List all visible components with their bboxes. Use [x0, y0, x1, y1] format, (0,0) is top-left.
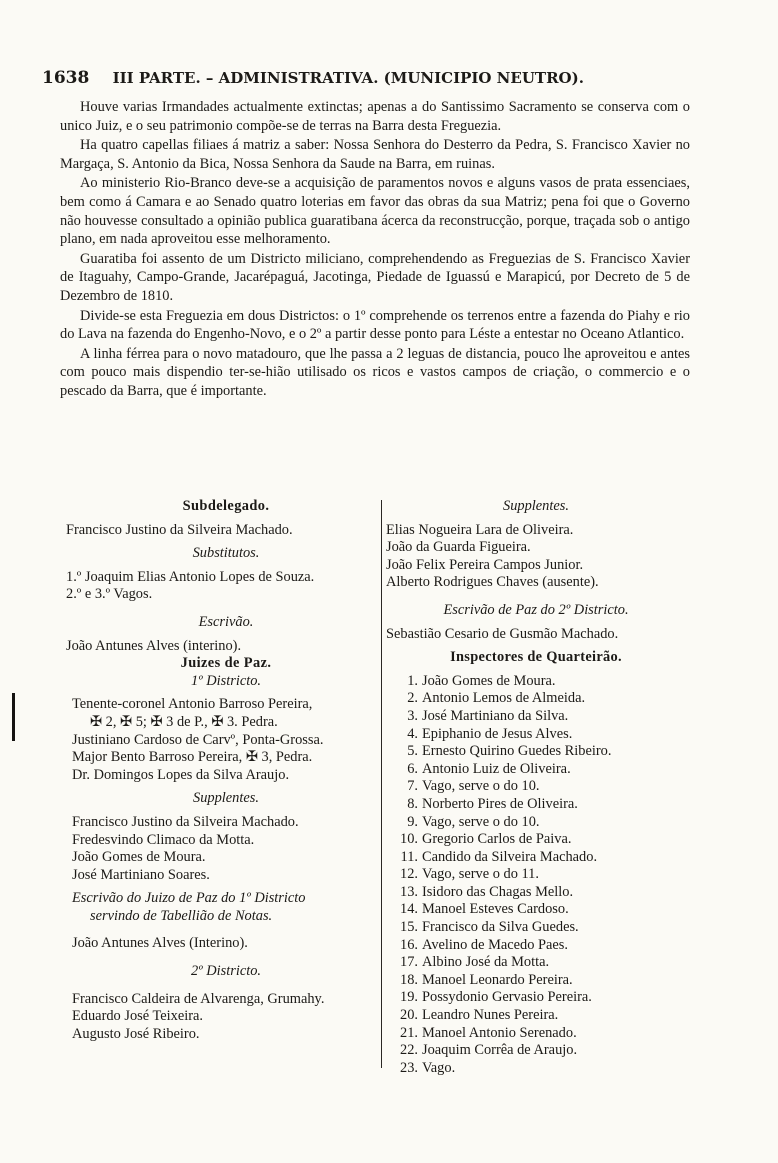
- supplente-entry: João Gomes de Moura.: [72, 849, 206, 866]
- list-item: 16. Avelino de Macedo Paes.: [400, 936, 568, 953]
- escrivao-juizo-name: João Antunes Alves (Interino).: [72, 935, 248, 952]
- list-item: 3. José Martiniano da Silva.: [407, 707, 569, 724]
- list-item: 9. Vago, serve o do 10.: [407, 813, 540, 830]
- list-item: 7. Vago, serve o do 10.: [407, 778, 540, 795]
- distrito-2-heading: 2º Districto.: [190, 963, 262, 980]
- substituto-entry: 2.º e 3.º Vagos.: [66, 586, 153, 603]
- escrivao-heading: Escrivão.: [198, 613, 254, 630]
- list-item: 15. Francisco da Silva Guedes.: [400, 919, 579, 936]
- juiz-entry: Dr. Domingos Lopes da Silva Araujo.: [72, 766, 290, 783]
- juiz-2-entry: Eduardo José Teixeira.: [72, 1008, 203, 1025]
- list-item: 6. Antonio Luiz de Oliveira.: [407, 760, 571, 777]
- juiz-entry: Justiniano Cardoso de Carvº, Ponta-Grossa.: [72, 731, 324, 748]
- juiz-2-entry: Augusto José Ribeiro.: [72, 1025, 200, 1042]
- list-item: 10. Gregorio Carlos de Paiva.: [400, 831, 572, 848]
- supplente-2-entry: João da Guarda Figueira.: [386, 539, 531, 556]
- list-item: 20. Leandro Nunes Pereira.: [400, 1007, 559, 1024]
- supplente-2-entry: João Felix Pereira Campos Junior.: [386, 556, 584, 573]
- list-item: 14. Manoel Esteves Cardoso.: [400, 901, 569, 918]
- list-item: 4. Epiphanio de Jesus Alves.: [407, 725, 573, 742]
- paragraph: Guaratiba foi assento de um Districto miliciano, comprehendendo as Freguezias de S. Francisco Xavier de Itaguahy, Campo-Grande, Jacarépaguá, Jacotinga, Piedade de Iguassú e Marapicú, por Decreto de 5 de Dezembro de 1810.: [60, 250, 690, 304]
- list-item: 12. Vago, serve o do 11.: [400, 866, 539, 883]
- list-item: 5. Ernesto Quirino Guedes Ribeiro.: [407, 743, 612, 760]
- escrivao-2-name: Sebastião Cesario de Gusmão Machado.: [386, 625, 619, 642]
- page-number: 1638: [42, 68, 90, 88]
- inspectores-list: [386, 673, 686, 1078]
- margin-mark: [12, 693, 15, 741]
- list-item: 8. Norberto Pires de Oliveira.: [407, 795, 578, 812]
- juiz-2-entry: Francisco Caldeira de Alvarenga, Grumahy.: [72, 990, 325, 1007]
- inspectores-heading: Inspectores de Quarteirão.: [450, 649, 622, 666]
- list-item: 22. Joaquim Corrêa de Araujo.: [400, 1042, 578, 1059]
- right-column: [386, 498, 686, 1077]
- paragraph: A linha férrea para o novo matadouro, que lhe passa a 2 leguas de distancia, pouco lhe aproveitou e antes com pouco mais dispendio ter-se-hião utilisado os ricos e vastos campos de criação, o commercio e o pescado da Barra, que é importante.: [60, 345, 690, 399]
- distrito-1-heading: 1º Districto.: [190, 672, 262, 689]
- list-item: 19. Possydonio Gervasio Pereira.: [400, 989, 592, 1006]
- body-text: [60, 98, 690, 402]
- escrivao-name: João Antunes Alves (interino).: [66, 637, 242, 654]
- juiz-entry-honors: ✠ 2, ✠ 5; ✠ 3 de P., ✠ 3. Pedra.: [90, 713, 278, 730]
- page-title: III PARTE. – ADMINISTRATIVA. (MUNICIPIO NEUTRO).: [112, 69, 584, 87]
- subdelegado-name: Francisco Justino da Silveira Machado.: [66, 521, 293, 538]
- supplente-entry: Francisco Justino da Silveira Machado.: [72, 813, 299, 830]
- list-item: 23. Vago.: [400, 1059, 456, 1076]
- supplente-2-entry: Alberto Rodrigues Chaves (ausente).: [386, 574, 599, 591]
- paragraph: Houve varias Irmandades actualmente extinctas; apenas a do Santissimo Sacramento se conserva com o unico Juiz, e o seu patrimonio compõe-se de terras na Barra desta Freguezia.: [60, 99, 690, 134]
- substitutos-heading: Substitutos.: [192, 545, 260, 562]
- escrivao-juizo-heading-cont: servindo de Tabellião de Notas.: [90, 907, 273, 924]
- supplentes-1-heading: Supplentes.: [193, 790, 259, 807]
- escrivao-2-heading: Escrivão de Paz do 2º Districto.: [443, 601, 629, 618]
- left-column: [66, 498, 386, 1043]
- list-item: 18. Manoel Leonardo Pereira.: [400, 971, 573, 988]
- escrivao-juizo-heading: Escrivão do Juizo de Paz do 1º Districto: [72, 890, 306, 907]
- supplentes-2-heading: Supplentes.: [503, 498, 569, 514]
- juiz-entry: Tenente-coronel Antonio Barroso Pereira,: [72, 696, 313, 713]
- list-item: 1. João Gomes de Moura.: [407, 672, 556, 689]
- subdelegado-heading: Subdelegado.: [182, 498, 270, 514]
- substituto-entry: 1.º Joaquim Elias Antonio Lopes de Souza.: [66, 568, 315, 585]
- list-item: 17. Albino José da Motta.: [400, 954, 550, 971]
- list-item: 13. Isidoro das Chagas Mello.: [400, 883, 574, 900]
- paragraph: Ao ministerio Rio-Branco deve-se a acquisição de paramentos novos e alguns vasos de prata essenciaes, bem como á Camara e ao Senado quatro loterias em favor das obras da sua Matriz; pena foi que o Governo não houvesse consultado a opinião publica guaratibana ácerca da reconstrucção, porque, traçada sob o antigo plano, em nada aproveitou esse melhoramento.: [60, 175, 690, 248]
- list-item: 2. Antonio Lemos de Almeida.: [407, 690, 586, 707]
- juiz-entry: Major Bento Barroso Pereira, ✠ 3, Pedra.: [72, 749, 313, 766]
- paragraph: Divide-se esta Freguezia em dous Districtos: o 1º comprehende os terrenos entre a fazenda do Piahy e rio do Lava na fazenda do Engenho-Novo, e o 2º a partir desse ponto para Léste a entestar no Oceano Atlantico.: [60, 307, 690, 343]
- page-header: [42, 68, 702, 88]
- supplente-2-entry: Elias Nogueira Lara de Oliveira.: [386, 521, 574, 538]
- list-item: 21. Manoel Antonio Serenado.: [400, 1024, 577, 1041]
- list-item: 11. Candido da Silveira Machado.: [400, 848, 598, 865]
- supplente-entry: José Martiniano Soares.: [72, 866, 210, 883]
- paragraph: Ha quatro capellas filiaes á matriz a saber: Nossa Senhora do Desterro da Pedra, S. Francisco Xavier no Margaça, S. Antonio da Bica, Nossa Senhora da Saude na Barra, em ruinas.: [60, 137, 690, 172]
- juizes-heading: Juizes de Paz.: [180, 655, 272, 672]
- supplente-entry: Fredesvindo Climaco da Motta.: [72, 831, 255, 848]
